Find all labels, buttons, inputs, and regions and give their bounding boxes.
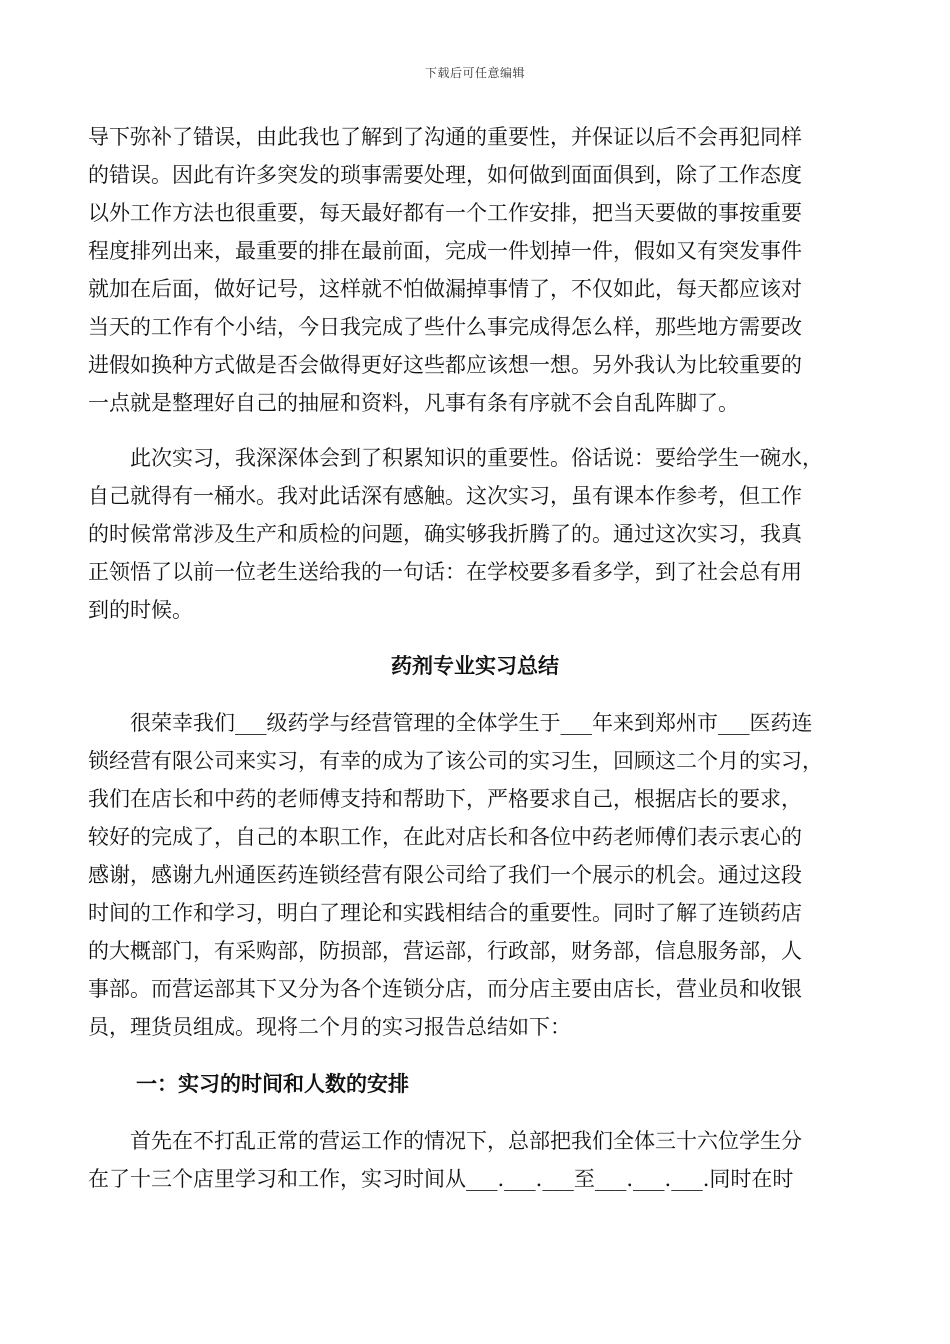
para4-line-2: 在了十三个店里学习和工作，实习时间从___.___.___至___.___.___.同时在时 bbox=[88, 1167, 794, 1191]
para3-line-5: 感谢，感谢九州通医药连锁经营有限公司给了我们一个展示的机会。通过这段 bbox=[88, 863, 802, 887]
para1-line-8: 一点就是整理好自己的抽屉和资料，凡事有条有序就不会自乱阵脚了。 bbox=[88, 391, 739, 415]
para3-line-1: 很荣幸我们___级药学与经营管理的全体学生于___年来到郑州市___医药连 bbox=[88, 711, 813, 735]
para1-line-3: 以外工作方法也很重要，每天最好都有一个工作安排，把当天要做的事按重要 bbox=[88, 201, 802, 225]
para1-line-5: 就加在后面，做好记号，这样就不怕做漏掉事情了，不仅如此，每天都应该对 bbox=[88, 277, 802, 301]
para2-line-4: 正领悟了以前一位老生送给我的一句话：在学校要多看多学，到了社会总有用 bbox=[88, 560, 802, 584]
document-title: 药剂专业实习总结 bbox=[391, 653, 559, 678]
para2-line-5: 到的时候。 bbox=[88, 598, 193, 622]
para3-line-7: 的大概部门，有采购部，防损部，营运部，行政部，财务部，信息服务部，人 bbox=[88, 939, 802, 963]
page-header: 下载后可任意编辑 bbox=[424, 66, 525, 80]
para1-line-6: 当天的工作有个小结，今日我完成了些什么事完成得怎么样，那些地方需要改 bbox=[88, 315, 802, 339]
para3-line-8: 事部。而营运部其下又分为各个连锁分店，而分店主要由店长，营业员和收银 bbox=[88, 977, 802, 1001]
para4-line-1: 首先在不打乱正常的营运工作的情况下，总部把我们全体三十六位学生分 bbox=[88, 1129, 802, 1153]
para2-line-2: 自己就得有一桶水。我对此话深有感触。这次实习，虽有课本作参考，但工作 bbox=[88, 484, 802, 508]
para3-line-2: 锁经营有限公司来实习，有幸的成为了该公司的实习生，回顾这二个月的实习， bbox=[88, 749, 823, 773]
para1-line-1: 导下弥补了错误，由此我也了解到了沟通的重要性，并保证以后不会再犯同样 bbox=[88, 125, 802, 149]
para2-line-3: 的时候常常涉及生产和质检的问题，确实够我折腾了的。通过这次实习，我真 bbox=[88, 522, 802, 546]
para1-line-2: 的错误。因此有许多突发的琐事需要处理，如何做到面面俱到，除了工作态度 bbox=[88, 163, 802, 187]
para3-line-3: 我们在店长和中药的老师傅支持和帮助下，严格要求自己，根据店长的要求， bbox=[88, 787, 802, 811]
para3-line-9: 员，理货员组成。现将二个月的实习报告总结如下： bbox=[88, 1015, 571, 1039]
para3-line-6: 时间的工作和学习，明白了理论和实践相结合的重要性。同时了解了连锁药店 bbox=[88, 901, 802, 925]
section-heading: 一：实习的时间和人数的安排 bbox=[136, 1071, 409, 1096]
para2-line-1: 此次实习，我深深体会到了积累知识的重要性。俗话说：要给学生一碗水， bbox=[88, 446, 823, 470]
para1-line-4: 程度排列出来，最重要的排在最前面，完成一件划掉一件，假如又有突发事件 bbox=[88, 239, 802, 263]
para1-line-7: 进假如换种方式做是否会做得更好这些都应该想一想。另外我认为比较重要的 bbox=[88, 353, 802, 377]
para3-line-4: 较好的完成了，自己的本职工作，在此对店长和各位中药老师傅们表示衷心的 bbox=[88, 825, 802, 849]
